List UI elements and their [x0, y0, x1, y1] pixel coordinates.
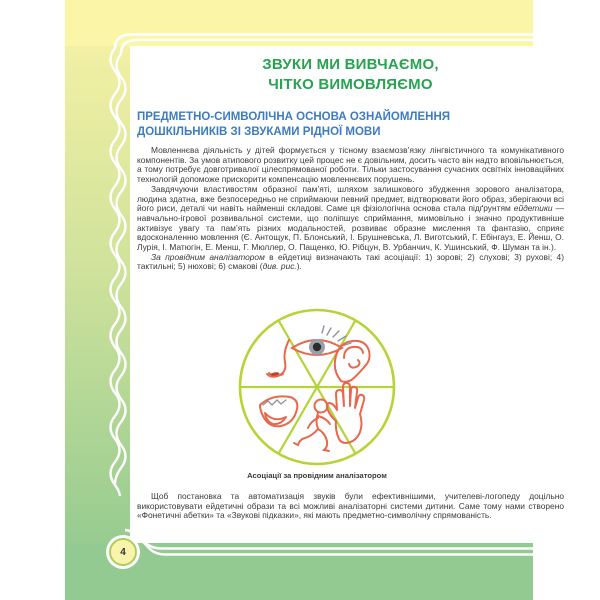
- chapter-title-line: ЗВУКИ МИ ВИВЧАЄМО,: [262, 56, 439, 73]
- figure-caption: Асоціації за провідним аналізатором: [247, 471, 387, 480]
- body-text-top: [137, 146, 564, 272]
- section-heading: [137, 110, 564, 140]
- paragraph: За провідним аналізатором в ейдетиці визначають такі асоціації: 1) зорові; 2) слухові; 3) рухові; 4) тактильні; 5) нюхові; 6) смакові (див. рис.).: [137, 251, 564, 272]
- page-number: 4: [120, 546, 126, 558]
- paragraph: Мовленнєва діяльність у дітей формується у тісному взаємозв’язку лінгвістичного та комунікативного компонентів. За умов атипового розвитку цей процес не є довільним, досить часто він надто вповільнюється, а тому потребує довготривалої цілеспрямованої роботи. Тільки застосування сучасних освітніх інноваційних технологій допоможе прискорити компенсацію мовленнєвих порушень.: [137, 145, 564, 185]
- analyzer-circle-diagram: [232, 302, 402, 472]
- paragraph: Завдячуючи властивостям образної пам’яті, шляхом залишкового збудження зорового аналізатора, людина здатна, вже безпосередньо не сприймаючи певний предмет, відтворювати його образ, зберігаючи всі його риси, деталі чи навіть найменші складові. Саме ця фізіологічна основа стала підґрунтям ейдетики — навчально-ігрової розвивальної системи, що поліпшує сприймання, мимовільно і значно продуктивніше активізує увагу та пам’ять різних модальностей, розвиває образне мислення та фантазію, сприяє вдосконаленню мовлення (Є. Антощук, П. Блонський, І. Брушневська, Л. Виготський, Г. Ебінгауз, Е. Йенш, О. Лурія, І. Матюгін, Е. Менш, Г. Мюллер, О. Пащенко, Ю. Рібцун, В. Урбанчич, К. Ушинський, Ф. Шуман та ін.).: [137, 183, 564, 253]
- page-number-badge: [109, 538, 137, 566]
- chapter-title: [137, 55, 564, 95]
- section-heading-line: ДОШКІЛЬНИКІВ ЗІ ЗВУКАМИ РІДНОЇ МОВИ: [137, 126, 381, 138]
- left-border-band: [65, 0, 130, 600]
- paragraph: Щоб постановка та автоматизація звуків були ефективнішими, учителеві-логопеду доцільно використовувати ейдетичні образи та всі можливі аналізаторні системи дитини. Саме тому нами створено «Фонетичні абетки» та «Звукові підказки», які мають предметно-символічну спрямованість.: [137, 491, 564, 521]
- section-heading-line: ПРЕДМЕТНО-СИМВОЛІЧНА ОСНОВА ОЗНАЙОМЛЕННЯ: [137, 111, 451, 123]
- body-text-bottom: [137, 492, 564, 521]
- chapter-title-line: ЧІТКО ВИМОВЛЯЄМО: [268, 76, 433, 93]
